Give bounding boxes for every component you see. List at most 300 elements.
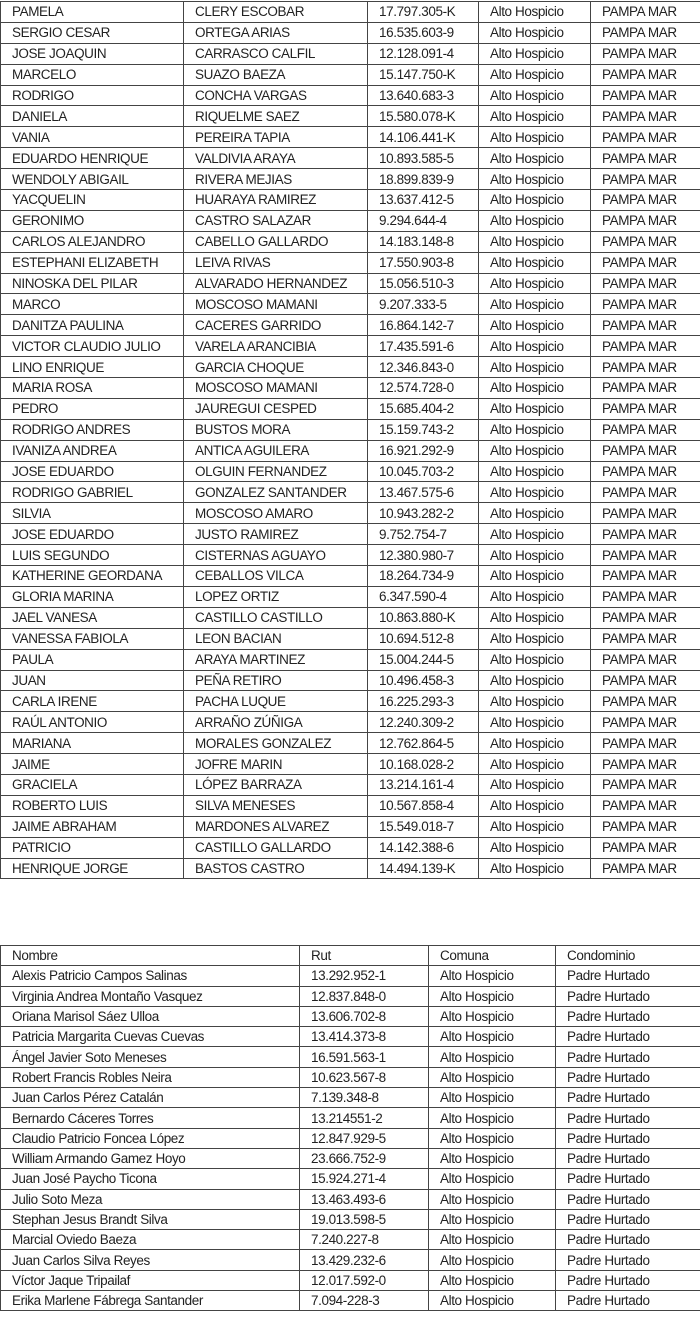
- condominio-cell: PAMPA MAR: [591, 545, 700, 566]
- nombre-cell: Bernardo Cáceres Torres: [1, 1108, 300, 1128]
- table-row: [1, 1209, 700, 1229]
- condominio-cell: PAMPA MAR: [591, 252, 700, 273]
- first-names-cell: PATRICIO: [1, 837, 184, 858]
- nombre-cell: Juan José Paycho Ticona: [1, 1169, 300, 1189]
- condominio-cell: PAMPA MAR: [591, 691, 700, 712]
- first-names-cell: JAIME: [1, 754, 184, 775]
- rut-cell: 15.580.078-K: [368, 106, 479, 127]
- table-row: [1, 1250, 700, 1270]
- comuna-cell: Alto Hospicio: [479, 85, 591, 106]
- condominio-cell: PAMPA MAR: [591, 795, 700, 816]
- condominio-cell: Padre Hurtado: [556, 1209, 700, 1229]
- table-row: [1, 22, 700, 43]
- last-names-cell: CONCHA VARGAS: [184, 85, 368, 106]
- comuna-cell: Alto Hospicio: [479, 628, 591, 649]
- rut-cell: 17.435.591-6: [368, 336, 479, 357]
- table-row: [1, 524, 700, 545]
- table-row: [1, 1291, 700, 1311]
- table-row: [1, 628, 700, 649]
- condominio-cell: Padre Hurtado: [556, 966, 700, 986]
- condominio-cell: Padre Hurtado: [556, 1148, 700, 1168]
- condominio-cell: PAMPA MAR: [591, 566, 700, 587]
- comuna-cell: Alto Hospicio: [479, 127, 591, 148]
- nombre-cell: Alexis Patricio Campos Salinas: [1, 966, 300, 986]
- last-names-cell: HUARAYA RAMIREZ: [184, 190, 368, 211]
- table-row: [1, 1027, 700, 1047]
- last-names-cell: MOSCOSO AMARO: [184, 503, 368, 524]
- condominio-cell: Padre Hurtado: [556, 1250, 700, 1270]
- rut-cell: 15.924.271-4: [300, 1169, 429, 1189]
- comuna-cell: Alto Hospicio: [479, 524, 591, 545]
- comuna-cell: Alto Hospicio: [429, 966, 556, 986]
- condominio-cell: PAMPA MAR: [591, 628, 700, 649]
- last-names-cell: ANTICA AGUILERA: [184, 440, 368, 461]
- last-names-cell: CLERY ESCOBAR: [184, 2, 368, 23]
- last-names-cell: MARDONES ALVAREZ: [184, 816, 368, 837]
- condominio-cell: PAMPA MAR: [591, 733, 700, 754]
- rut-cell: 7.139.348-8: [300, 1088, 429, 1108]
- table-row: [1, 148, 700, 169]
- rut-cell: 13.429.232-6: [300, 1250, 429, 1270]
- first-names-cell: ESTEPHANI ELIZABETH: [1, 252, 184, 273]
- rut-cell: 7.094-228-3: [300, 1291, 429, 1311]
- rut-cell: 7.240.227-8: [300, 1230, 429, 1250]
- comuna-cell: Alto Hospicio: [479, 106, 591, 127]
- nombre-cell: Marcial Oviedo Baeza: [1, 1230, 300, 1250]
- last-names-cell: BASTOS CASTRO: [184, 858, 368, 879]
- table-row: [1, 795, 700, 816]
- condominio-cell: Padre Hurtado: [556, 1067, 700, 1087]
- comuna-cell: Alto Hospicio: [429, 1270, 556, 1290]
- rut-cell: 15.056.510-3: [368, 273, 479, 294]
- comuna-cell: Alto Hospicio: [479, 336, 591, 357]
- last-names-cell: CASTILLO GALLARDO: [184, 837, 368, 858]
- last-names-cell: CABELLO GALLARDO: [184, 231, 368, 252]
- rut-cell: 18.264.734-9: [368, 566, 479, 587]
- last-names-cell: GONZALEZ SANTANDER: [184, 482, 368, 503]
- rut-cell: 13.606.702-8: [300, 1006, 429, 1026]
- condominio-cell: PAMPA MAR: [591, 837, 700, 858]
- comuna-cell: Alto Hospicio: [479, 754, 591, 775]
- rut-cell: 14.183.148-8: [368, 231, 479, 252]
- nombre-cell: Juan Carlos Silva Reyes: [1, 1250, 300, 1270]
- table-row: [1, 670, 700, 691]
- comuna-cell: Alto Hospicio: [479, 545, 591, 566]
- last-names-cell: GARCIA CHOQUE: [184, 357, 368, 378]
- table-row: [1, 85, 700, 106]
- condominio-cell: Padre Hurtado: [556, 1128, 700, 1148]
- table-row: [1, 966, 700, 986]
- comuna-cell: Alto Hospicio: [479, 795, 591, 816]
- comuna-cell: Alto Hospicio: [479, 733, 591, 754]
- header-condominio: Condominio: [556, 946, 700, 966]
- table-row: [1, 2, 700, 23]
- nombre-cell: Robert Francis Robles Neira: [1, 1067, 300, 1087]
- table-row: [1, 482, 700, 503]
- table-row: [1, 190, 700, 211]
- first-names-cell: DANIELA: [1, 106, 184, 127]
- comuna-cell: Alto Hospicio: [479, 378, 591, 399]
- comuna-cell: Alto Hospicio: [479, 148, 591, 169]
- nombre-cell: Patricia Margarita Cuevas Cuevas: [1, 1027, 300, 1047]
- table-header-row: [1, 946, 700, 966]
- nombre-cell: Oriana Marisol Sáez Ulloa: [1, 1006, 300, 1026]
- table-row: [1, 816, 700, 837]
- comuna-cell: Alto Hospicio: [479, 64, 591, 85]
- header-comuna: Comuna: [429, 946, 556, 966]
- table-row: [1, 210, 700, 231]
- rut-cell: 15.685.404-2: [368, 398, 479, 419]
- table-row: [1, 398, 700, 419]
- first-names-cell: YACQUELIN: [1, 190, 184, 211]
- last-names-cell: PEREIRA TAPIA: [184, 127, 368, 148]
- condominio-cell: PAMPA MAR: [591, 378, 700, 399]
- last-names-cell: ARRAÑO ZÚÑIGA: [184, 712, 368, 733]
- comuna-cell: Alto Hospicio: [479, 566, 591, 587]
- condominio-cell: Padre Hurtado: [556, 1047, 700, 1067]
- rut-cell: 13.637.412-5: [368, 190, 479, 211]
- rut-cell: 10.893.585-5: [368, 148, 479, 169]
- condominio-cell: Padre Hurtado: [556, 1088, 700, 1108]
- condominio-cell: PAMPA MAR: [591, 148, 700, 169]
- rut-cell: 9.752.754-7: [368, 524, 479, 545]
- comuna-cell: Alto Hospicio: [479, 210, 591, 231]
- first-names-cell: WENDOLY ABIGAIL: [1, 169, 184, 190]
- table-row: [1, 649, 700, 670]
- comuna-cell: Alto Hospicio: [429, 1047, 556, 1067]
- table-row: [1, 1006, 700, 1026]
- rut-cell: 10.496.458-3: [368, 670, 479, 691]
- first-names-cell: JAIME ABRAHAM: [1, 816, 184, 837]
- table-row: [1, 712, 700, 733]
- nombre-cell: Erika Marlene Fábrega Santander: [1, 1291, 300, 1311]
- rut-cell: 14.494.139-K: [368, 858, 479, 879]
- table-row: [1, 1067, 700, 1087]
- rut-cell: 12.762.864-5: [368, 733, 479, 754]
- first-names-cell: RODRIGO: [1, 85, 184, 106]
- table-row: [1, 1108, 700, 1128]
- comuna-cell: Alto Hospicio: [479, 357, 591, 378]
- rut-cell: 13.414.373-8: [300, 1027, 429, 1047]
- first-names-cell: JAEL VANESA: [1, 607, 184, 628]
- condominio-cell: PAMPA MAR: [591, 357, 700, 378]
- table-row: [1, 1148, 700, 1168]
- comuna-cell: Alto Hospicio: [479, 691, 591, 712]
- table-row: [1, 1230, 700, 1250]
- nombre-cell: Juan Carlos Pérez Catalán: [1, 1088, 300, 1108]
- first-names-cell: DANITZA PAULINA: [1, 315, 184, 336]
- rut-cell: 15.147.750-K: [368, 64, 479, 85]
- comuna-cell: Alto Hospicio: [479, 440, 591, 461]
- table-row: [1, 754, 700, 775]
- rut-cell: 16.921.292-9: [368, 440, 479, 461]
- rut-cell: 10.943.282-2: [368, 503, 479, 524]
- table-row: [1, 607, 700, 628]
- rut-cell: 17.797.305-K: [368, 2, 479, 23]
- rut-cell: 10.623.567-8: [300, 1067, 429, 1087]
- first-names-cell: MARCO: [1, 294, 184, 315]
- comuna-cell: Alto Hospicio: [429, 986, 556, 1006]
- comuna-cell: Alto Hospicio: [429, 1006, 556, 1026]
- last-names-cell: ALVARADO HERNANDEZ: [184, 273, 368, 294]
- first-names-cell: MARIANA: [1, 733, 184, 754]
- condominio-cell: PAMPA MAR: [591, 712, 700, 733]
- last-names-cell: LEIVA RIVAS: [184, 252, 368, 273]
- table-row: [1, 858, 700, 879]
- rut-cell: 10.567.858-4: [368, 795, 479, 816]
- rut-cell: 16.864.142-7: [368, 315, 479, 336]
- first-names-cell: GERONIMO: [1, 210, 184, 231]
- rut-cell: 14.106.441-K: [368, 127, 479, 148]
- first-names-cell: EDUARDO HENRIQUE: [1, 148, 184, 169]
- rut-cell: 13.640.683-3: [368, 85, 479, 106]
- last-names-cell: PEÑA RETIRO: [184, 670, 368, 691]
- last-names-cell: CACERES GARRIDO: [184, 315, 368, 336]
- nombre-cell: Stephan Jesus Brandt Silva: [1, 1209, 300, 1229]
- rut-cell: 10.694.512-8: [368, 628, 479, 649]
- last-names-cell: SUAZO BAEZA: [184, 64, 368, 85]
- rut-cell: 15.549.018-7: [368, 816, 479, 837]
- first-names-cell: GLORIA MARINA: [1, 586, 184, 607]
- first-names-cell: KATHERINE GEORDANA: [1, 566, 184, 587]
- condominio-cell: Padre Hurtado: [556, 1189, 700, 1209]
- first-names-cell: SERGIO CESAR: [1, 22, 184, 43]
- comuna-cell: Alto Hospicio: [479, 398, 591, 419]
- condominio-cell: PAMPA MAR: [591, 503, 700, 524]
- condominio-cell: Padre Hurtado: [556, 1108, 700, 1128]
- last-names-cell: SILVA MENESES: [184, 795, 368, 816]
- condominio-cell: PAMPA MAR: [591, 294, 700, 315]
- table-row: [1, 252, 700, 273]
- rut-cell: 18.899.839-9: [368, 169, 479, 190]
- condominio-cell: PAMPA MAR: [591, 754, 700, 775]
- comuna-cell: Alto Hospicio: [479, 607, 591, 628]
- last-names-cell: LEON BACIAN: [184, 628, 368, 649]
- condominio-cell: Padre Hurtado: [556, 1006, 700, 1026]
- rut-cell: 13.467.575-6: [368, 482, 479, 503]
- rut-cell: 13.214551-2: [300, 1108, 429, 1128]
- nombre-cell: Víctor Jaque Tripailaf: [1, 1270, 300, 1290]
- first-names-cell: IVANIZA ANDREA: [1, 440, 184, 461]
- first-names-cell: JOSE JOAQUIN: [1, 43, 184, 64]
- last-names-cell: MOSCOSO MAMANI: [184, 294, 368, 315]
- first-names-cell: RAÚL ANTONIO: [1, 712, 184, 733]
- condominio-cell: PAMPA MAR: [591, 190, 700, 211]
- rut-cell: 17.550.903-8: [368, 252, 479, 273]
- comuna-cell: Alto Hospicio: [429, 1088, 556, 1108]
- rut-cell: 12.380.980-7: [368, 545, 479, 566]
- table-row: [1, 336, 700, 357]
- comuna-cell: Alto Hospicio: [429, 1108, 556, 1128]
- table-row: [1, 357, 700, 378]
- condominio-cell: PAMPA MAR: [591, 2, 700, 23]
- condominio-cell: PAMPA MAR: [591, 64, 700, 85]
- table-row: [1, 566, 700, 587]
- table-row: [1, 43, 700, 64]
- table-row: [1, 127, 700, 148]
- pampa-mar-table: [0, 1, 700, 879]
- last-names-cell: OLGUIN FERNANDEZ: [184, 461, 368, 482]
- table-row: [1, 1088, 700, 1108]
- rut-cell: 6.347.590-4: [368, 586, 479, 607]
- last-names-cell: PACHA LUQUE: [184, 691, 368, 712]
- condominio-cell: PAMPA MAR: [591, 231, 700, 252]
- rut-cell: 16.535.603-9: [368, 22, 479, 43]
- condominio-cell: PAMPA MAR: [591, 670, 700, 691]
- table-row: [1, 1128, 700, 1148]
- last-names-cell: CASTRO SALAZAR: [184, 210, 368, 231]
- last-names-cell: VALDIVIA ARAYA: [184, 148, 368, 169]
- last-names-cell: JAUREGUI CESPED: [184, 398, 368, 419]
- table-row: [1, 837, 700, 858]
- first-names-cell: LINO ENRIQUE: [1, 357, 184, 378]
- comuna-cell: Alto Hospicio: [429, 1148, 556, 1168]
- table-row: [1, 294, 700, 315]
- comuna-cell: Alto Hospicio: [429, 1189, 556, 1209]
- comuna-cell: Alto Hospicio: [479, 273, 591, 294]
- header-nombre: Nombre: [1, 946, 300, 966]
- last-names-cell: ARAYA MARTINEZ: [184, 649, 368, 670]
- condominio-cell: PAMPA MAR: [591, 22, 700, 43]
- comuna-cell: Alto Hospicio: [479, 2, 591, 23]
- table-row: [1, 1047, 700, 1067]
- first-names-cell: GRACIELA: [1, 774, 184, 795]
- rut-cell: 13.463.493-6: [300, 1189, 429, 1209]
- condominio-cell: PAMPA MAR: [591, 482, 700, 503]
- condominio-cell: Padre Hurtado: [556, 1230, 700, 1250]
- condominio-cell: PAMPA MAR: [591, 43, 700, 64]
- padre-hurtado-table: [0, 945, 700, 1311]
- first-names-cell: LUIS SEGUNDO: [1, 545, 184, 566]
- last-names-cell: ORTEGA ARIAS: [184, 22, 368, 43]
- first-names-cell: NINOSKA DEL PILAR: [1, 273, 184, 294]
- condominio-cell: PAMPA MAR: [591, 419, 700, 440]
- last-names-cell: LÓPEZ BARRAZA: [184, 774, 368, 795]
- rut-cell: 9.294.644-4: [368, 210, 479, 231]
- table-row: [1, 774, 700, 795]
- nombre-cell: Ángel Javier Soto Meneses: [1, 1047, 300, 1067]
- first-names-cell: VICTOR CLAUDIO JULIO: [1, 336, 184, 357]
- table-row: [1, 315, 700, 336]
- condominio-cell: PAMPA MAR: [591, 440, 700, 461]
- last-names-cell: BUSTOS MORA: [184, 419, 368, 440]
- comuna-cell: Alto Hospicio: [479, 461, 591, 482]
- condominio-cell: Padre Hurtado: [556, 1291, 700, 1311]
- last-names-cell: RIVERA MEJIAS: [184, 169, 368, 190]
- first-names-cell: VANIA: [1, 127, 184, 148]
- rut-cell: 16.591.563-1: [300, 1047, 429, 1067]
- comuna-cell: Alto Hospicio: [429, 1128, 556, 1148]
- first-names-cell: ROBERTO LUIS: [1, 795, 184, 816]
- comuna-cell: Alto Hospicio: [479, 712, 591, 733]
- table-row: [1, 440, 700, 461]
- first-names-cell: MARIA ROSA: [1, 378, 184, 399]
- condominio-cell: PAMPA MAR: [591, 315, 700, 336]
- condominio-cell: PAMPA MAR: [591, 858, 700, 879]
- rut-cell: 10.045.703-2: [368, 461, 479, 482]
- condominio-cell: PAMPA MAR: [591, 85, 700, 106]
- table-row: [1, 461, 700, 482]
- comuna-cell: Alto Hospicio: [479, 670, 591, 691]
- rut-cell: 9.207.333-5: [368, 294, 479, 315]
- rut-cell: 12.346.843-0: [368, 357, 479, 378]
- rut-cell: 14.142.388-6: [368, 837, 479, 858]
- comuna-cell: Alto Hospicio: [429, 1230, 556, 1250]
- comuna-cell: Alto Hospicio: [479, 774, 591, 795]
- first-names-cell: CARLA IRENE: [1, 691, 184, 712]
- last-names-cell: MOSCOSO MAMANI: [184, 378, 368, 399]
- rut-cell: 23.666.752-9: [300, 1148, 429, 1168]
- condominio-cell: PAMPA MAR: [591, 649, 700, 670]
- first-names-cell: JOSE EDUARDO: [1, 524, 184, 545]
- condominio-cell: PAMPA MAR: [591, 816, 700, 837]
- first-names-cell: RODRIGO GABRIEL: [1, 482, 184, 503]
- comuna-cell: Alto Hospicio: [429, 1067, 556, 1087]
- nombre-cell: Julio Soto Meza: [1, 1189, 300, 1209]
- comuna-cell: Alto Hospicio: [479, 649, 591, 670]
- last-names-cell: JOFRE MARIN: [184, 754, 368, 775]
- comuna-cell: Alto Hospicio: [429, 1250, 556, 1270]
- first-names-cell: HENRIQUE JORGE: [1, 858, 184, 879]
- table-row: [1, 106, 700, 127]
- rut-cell: 15.159.743-2: [368, 419, 479, 440]
- table-row: [1, 169, 700, 190]
- table-row: [1, 64, 700, 85]
- first-names-cell: RODRIGO ANDRES: [1, 419, 184, 440]
- comuna-cell: Alto Hospicio: [479, 231, 591, 252]
- last-names-cell: LOPEZ ORTIZ: [184, 586, 368, 607]
- comuna-cell: Alto Hospicio: [429, 1209, 556, 1229]
- condominio-cell: PAMPA MAR: [591, 169, 700, 190]
- nombre-cell: Virginia Andrea Montaño Vasquez: [1, 986, 300, 1006]
- padre-hurtado-table-body: [1, 966, 700, 1311]
- comuna-cell: Alto Hospicio: [479, 419, 591, 440]
- table-row: [1, 691, 700, 712]
- first-names-cell: PAMELA: [1, 2, 184, 23]
- table-row: [1, 378, 700, 399]
- rut-cell: 19.013.598-5: [300, 1209, 429, 1229]
- rut-cell: 12.574.728-0: [368, 378, 479, 399]
- last-names-cell: CEBALLOS VILCA: [184, 566, 368, 587]
- condominio-cell: PAMPA MAR: [591, 607, 700, 628]
- table-row: [1, 733, 700, 754]
- rut-cell: 12.847.929-5: [300, 1128, 429, 1148]
- first-names-cell: PEDRO: [1, 398, 184, 419]
- rut-cell: 15.004.244-5: [368, 649, 479, 670]
- table-row: [1, 1169, 700, 1189]
- table-row: [1, 503, 700, 524]
- condominio-cell: PAMPA MAR: [591, 127, 700, 148]
- last-names-cell: MORALES GONZALEZ: [184, 733, 368, 754]
- rut-cell: 10.863.880-K: [368, 607, 479, 628]
- comuna-cell: Alto Hospicio: [479, 43, 591, 64]
- table-row: [1, 1189, 700, 1209]
- pampa-mar-table-body: [1, 2, 700, 879]
- first-names-cell: SILVIA: [1, 503, 184, 524]
- rut-cell: 13.292.952-1: [300, 966, 429, 986]
- comuna-cell: Alto Hospicio: [479, 586, 591, 607]
- last-names-cell: CISTERNAS AGUAYO: [184, 545, 368, 566]
- last-names-cell: CARRASCO CALFIL: [184, 43, 368, 64]
- condominio-cell: Padre Hurtado: [556, 986, 700, 1006]
- comuna-cell: Alto Hospicio: [479, 169, 591, 190]
- condominio-cell: Padre Hurtado: [556, 1027, 700, 1047]
- condominio-cell: PAMPA MAR: [591, 336, 700, 357]
- comuna-cell: Alto Hospicio: [479, 190, 591, 211]
- table-row: [1, 586, 700, 607]
- first-names-cell: JUAN: [1, 670, 184, 691]
- first-names-cell: VANESSA FABIOLA: [1, 628, 184, 649]
